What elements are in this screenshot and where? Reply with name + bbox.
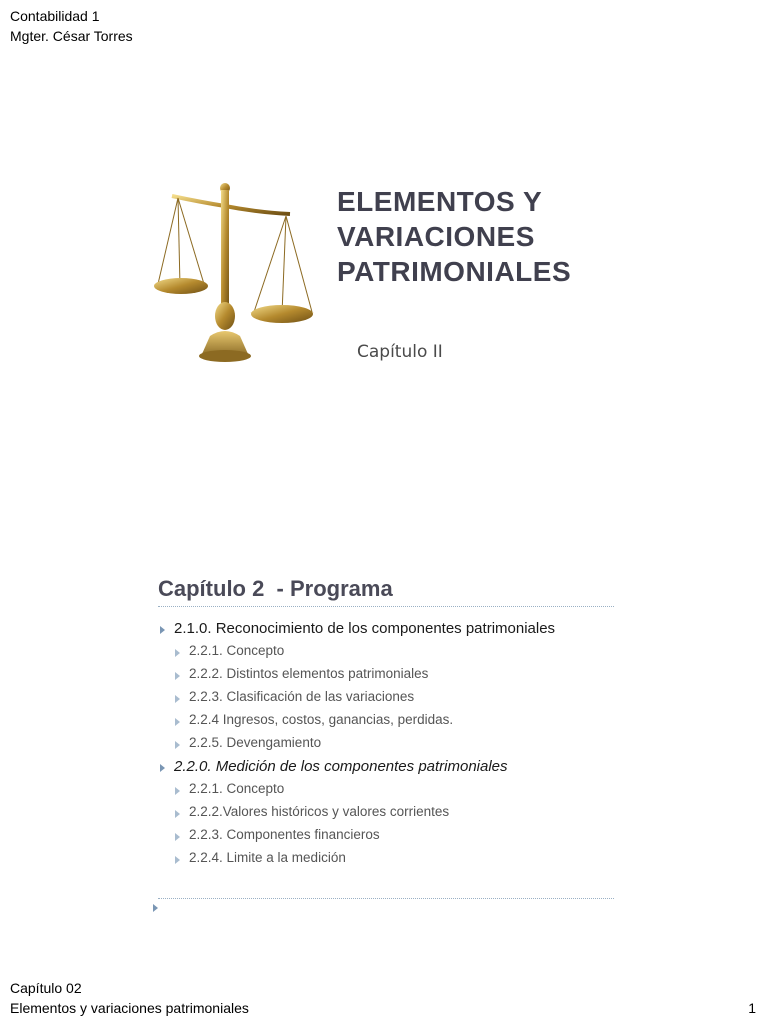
outline-item-text: 2.2.2.Valores históricos y valores corrientes xyxy=(189,804,450,819)
cover-title-line: PATRIMONIALES xyxy=(337,256,572,287)
outline-item-text: 2.2.2. Distintos elementos patrimoniales xyxy=(189,666,429,681)
footer-divider xyxy=(158,898,614,899)
outline-item xyxy=(158,850,618,873)
outline-item xyxy=(158,643,618,666)
outline-item-text: 2.2.5. Devengamiento xyxy=(189,735,322,750)
page-header xyxy=(10,6,133,46)
cover-subtitle: Capítulo II xyxy=(357,342,443,362)
page-footer xyxy=(10,978,249,1018)
outline-item xyxy=(158,666,618,689)
outline-item xyxy=(158,827,618,850)
outline-item xyxy=(158,620,618,643)
outline-item-text: 2.2.3. Componentes financieros xyxy=(189,827,380,842)
outline-item-text: 2.2.0. Medición de los componentes patrimoniales xyxy=(174,758,508,775)
program-outline xyxy=(158,620,618,873)
bullet-arrow-icon xyxy=(175,718,180,726)
outline-item xyxy=(158,781,618,804)
bullet-arrow-icon xyxy=(175,695,180,703)
balance-scale-image xyxy=(150,176,318,366)
chapter-label: Capítulo 02 xyxy=(10,980,82,996)
outline-item-text: 2.2.4 Ingresos, costos, ganancias, perdidas. xyxy=(189,712,454,727)
cover-title xyxy=(337,184,571,289)
course-name: Contabilidad 1 xyxy=(10,8,100,24)
outline-item xyxy=(158,735,618,758)
outline-item-text: 2.2.1. Concepto xyxy=(189,781,285,796)
outline-item xyxy=(158,712,618,735)
bullet-arrow-icon xyxy=(175,856,180,864)
cover-title-line: ELEMENTOS Y xyxy=(337,186,543,217)
outline-item xyxy=(158,804,618,827)
bullet-arrow-icon xyxy=(175,672,180,680)
bullet-arrow-icon xyxy=(160,764,165,772)
title-divider xyxy=(158,606,614,607)
slide-program xyxy=(150,570,620,915)
outline-item xyxy=(158,689,618,712)
bullet-arrow-icon xyxy=(175,741,180,749)
outline-item-text: 2.2.4. Limite a la medición xyxy=(189,850,346,865)
outline-item-text: 2.1.0. Reconocimiento de los componentes patrimoniales xyxy=(174,620,556,637)
bullet-arrow-icon xyxy=(175,833,180,841)
slide-cover xyxy=(150,170,620,370)
bullet-arrow-icon xyxy=(175,649,180,657)
program-title: Capítulo 2 - Programa xyxy=(158,576,393,601)
outline-item xyxy=(158,758,618,781)
cover-title-line: VARIACIONES xyxy=(337,221,535,252)
chapter-title: Elementos y variaciones patrimoniales xyxy=(10,1000,249,1016)
bullet-arrow-icon xyxy=(175,787,180,795)
author-name: Mgter. César Torres xyxy=(10,28,133,44)
page-number: 1 xyxy=(748,1000,756,1016)
empty-bullet-arrow-icon xyxy=(153,904,158,912)
outline-item-text: 2.2.3. Clasificación de las variaciones xyxy=(189,689,415,704)
bullet-arrow-icon xyxy=(175,810,180,818)
outline-item-text: 2.2.1. Concepto xyxy=(189,643,285,658)
bullet-arrow-icon xyxy=(160,626,165,634)
